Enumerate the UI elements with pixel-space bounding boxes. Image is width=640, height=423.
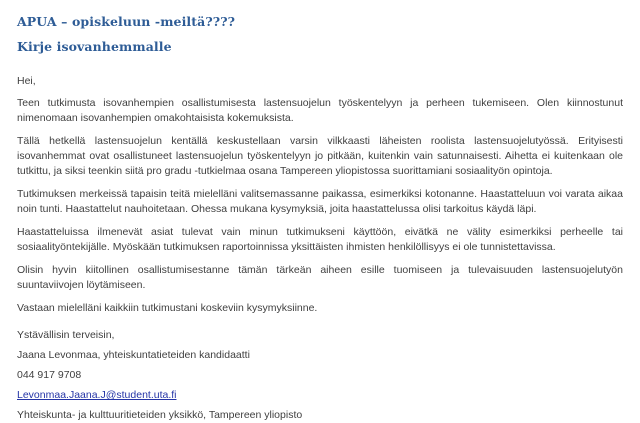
phone-number: 044 917 9708 [17, 369, 82, 381]
paragraph-questions-welcome: Vastaan mielelläni kaikkiin tutkimustani koskeviin kysymyksiinne. [17, 302, 318, 314]
paragraph-interview-details: Tutkimuksen merkeissä tapaisin teitä mielelläni valitsemassanne paikassa, esimerkiksi kotonanne. Haastatteluun voi varata aikaa noin tunti. Haastattelut nauhoitetaan. Ohessa mukana kysymyksiä, joita haastattelussa olisi tarkoitus käydä läpi. [17, 188, 623, 215]
paragraph-confidentiality: Haastatteluissa ilmenevät asiat tulevat vain minun tutkimukseni käyttöön, eivätkä ne välity esimerkiksi perheelle tai sosiaalityöntekijälle. Myöskään tutkimuksen raportoinnissa yksittäisten ihmisten henkilöllisyys ei ole tunnistettavissa. [17, 226, 623, 253]
greeting: Hei, [17, 75, 36, 87]
email-link[interactable]: Levonmaa.Jaana.J@student.uta.fi [17, 389, 177, 401]
affiliation: Yhteiskunta- ja kulttuuritieteiden yksikkö, Tampereen yliopisto [17, 409, 303, 421]
document-title: APUA – opiskeluun -meiltä???? [17, 14, 236, 29]
closing-salutation: Ystävällisin terveisin, [17, 329, 115, 341]
paragraph-background: Tällä hetkellä lastensuojelun kentällä keskustellaan varsin vilkkaasti läheisten roolista lastensuojelutyössä. Erityisesti isovanhemmat ovat osallistuneet lastensuojelun työskentelyyn jo pitkään, kuitenkin vain satunnaisesti. Aihetta ei kuitenkaan ole tutkittu, ja siksi teenkin siitä pro gradu -tutkielmaa osana Tampereen yliopistossa suorittamiani sosiaalityön opintoja. [17, 135, 623, 177]
paragraph-research-intro: Teen tutkimusta isovanhempien osallistumisesta lastensuojelun työskentelyyn ja perheen tukemiseen. Olen kiinnostunut nimenomaan isovanhempien omakohtaisista kokemuksista. [17, 97, 623, 124]
document-subtitle: Kirje isovanhemmalle [17, 39, 172, 54]
paragraph-gratitude: Olisin hyvin kiitollinen osallistumisestanne tämän tärkeän aiheen esille tuomiseen ja tulevaisuuden lastensuojelutyön suuntaviivojen löytämiseen. [17, 264, 623, 291]
signature-name: Jaana Levonmaa, yhteiskuntatieteiden kandidaatti [17, 349, 250, 361]
